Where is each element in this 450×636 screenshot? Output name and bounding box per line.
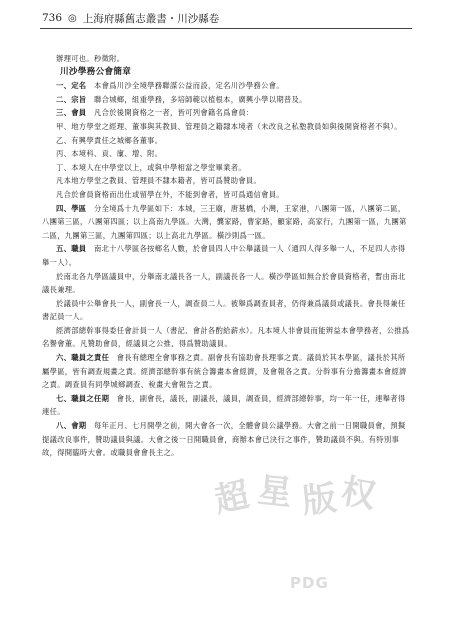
article-text: 丁、本境人在中學堂以上，或與中學相當之學堂畢業者。: [56, 162, 246, 172]
article-text: 分全境爲十九學區如下：本城，三王廟，唐墓橋，小灣，王家港，八團第一區，八團第二區，八團第三區，八團第四區；以上高南九學區。大灣，龔家路，曹家路，顧家路，高家行，九團第一區，九團第二區，九團第三區，九團第四區；以上高北九學區。橫沙則爲一區。: [42, 203, 407, 240]
page-number: 736: [42, 12, 63, 24]
watermark-char: 超: [210, 474, 253, 522]
article-text: 經濟部總幹事得委任會計員一人（書記、會計各酌給薪水）。凡本境人非會員而能辨益本會學務者，公推爲名譽會董。凡贊助會員，經議員之公推，得爲贊助議員。: [42, 325, 410, 349]
charter-paragraph: [42, 147, 412, 161]
article-text: 丙、本境科、貢、廩、增、附。: [56, 149, 163, 159]
article-label: 二、宗旨: [56, 94, 87, 104]
article-text: 凡合於會員資格而出仕或留學在外，不能到會者，皆可爲通信會員。: [56, 189, 284, 199]
charter-paragraph: [42, 324, 412, 351]
continuation-text: 辦理可也。秒徵附。: [56, 54, 125, 63]
charter-paragraph: [42, 93, 412, 107]
article-label: 八、會期: [56, 421, 87, 431]
charter-paragraph: [42, 270, 412, 297]
article-label: 七、職員之任期: [56, 393, 110, 403]
article-text: 乙、有興學責任之城鄉各董事。: [56, 135, 163, 145]
charter-paragraph: [42, 419, 412, 460]
article-label: 一、定名: [56, 81, 87, 91]
article-text: 凡合於後開資格之一者，皆可列會籍名爲會員：: [94, 108, 254, 118]
watermark-logo: PDG: [290, 574, 329, 592]
article-label: 三、會員: [56, 108, 87, 118]
watermark: [210, 462, 390, 612]
bullet-icon: ◎: [68, 12, 77, 24]
article-text: 於議員中公舉會長一人，副會長一人，調查員二人。被舉爲調查員者，仍得兼爲議員或議長。會長得兼任書記員一人。: [42, 298, 406, 322]
article-label: 四、學區: [56, 203, 87, 213]
watermark-char: 星: [255, 470, 294, 514]
charter-paragraph: [42, 188, 412, 202]
charter-paragraph: [42, 161, 412, 175]
article-label: 五、職員: [56, 244, 87, 254]
charter-paragraph: [42, 351, 412, 392]
charter-paragraph: [42, 79, 412, 93]
charter-paragraph: [42, 120, 412, 134]
watermark-char: 版: [300, 478, 339, 522]
article-text: 會長有總理全會事務之責。副會長有協助會長理事之責。議員於其本學區，議長於其所屬學區，皆有調查規畫之責。經濟部總幹事有統合籌畫本會經濟，及會報各之責。分幹事有分擔籌畫本會經濟之責。調查員有同學城鄉調查、稅畫大會報告之責。: [42, 353, 407, 390]
article-text: 會長，副會長，議長，副議長，議員，調查員，經濟部總幹事，均一年一任，連舉者得連任。: [42, 393, 406, 417]
article-text: 每年正月、七月開學之前，開大會各一次，全體會員公議學務。大會之前一日開職員會，預擬提議改良事件，贊助議員與議。大會之後一日開職員會，商辦本會已決行之事件，贊助議員不與。有特別事故，得開臨時大會。或職員會會長主之。: [42, 421, 406, 458]
charter-paragraph: [42, 297, 412, 324]
article-text: 南北十八學區各按鄉名人數，於會員四人中公舉議員一人（通四人得多舉一人，不足四人亦得舉一人）。: [42, 244, 406, 267]
charter-paragraph: [42, 134, 412, 148]
charter-paragraph: [42, 202, 412, 243]
article-text: 甲、地方學堂之經理、董事與其教員、管理員之籍隸本境者（未改良之私塾教員如與後開資格者不與）。: [56, 121, 402, 131]
article-text: 本會爲川沙全境學務聯謀公益而設，定名川沙學務公會。: [94, 81, 284, 91]
header-rule: [40, 28, 412, 29]
charter-paragraph: [42, 106, 412, 120]
charter-paragraph: [42, 174, 412, 188]
book-title: 上海府縣舊志叢書・川沙縣卷: [82, 12, 220, 25]
article-text: 聯合城鄉，組重學務，多培師範以植根本，廣興小學以期普及。: [94, 94, 307, 104]
article-text: 於南北各九學區議員中，分舉南北議長各一人，副議長各一人。橫沙學區如無合於會員資格者，暫由南北議長兼理。: [42, 271, 406, 295]
article-label: 六、職員之責任: [56, 353, 110, 363]
charter-paragraph: [42, 242, 412, 269]
section-title: 川沙學務公會簡章: [60, 66, 132, 77]
running-header: [42, 10, 412, 26]
watermark-char: 权: [338, 471, 379, 517]
charter-paragraph: [42, 392, 412, 419]
page-body: [42, 52, 412, 460]
charter-paragraphs: [42, 79, 412, 460]
article-text: 凡本地方學堂之教員、管理員不隸本籍者，皆可爲贊助會員。: [56, 176, 262, 186]
